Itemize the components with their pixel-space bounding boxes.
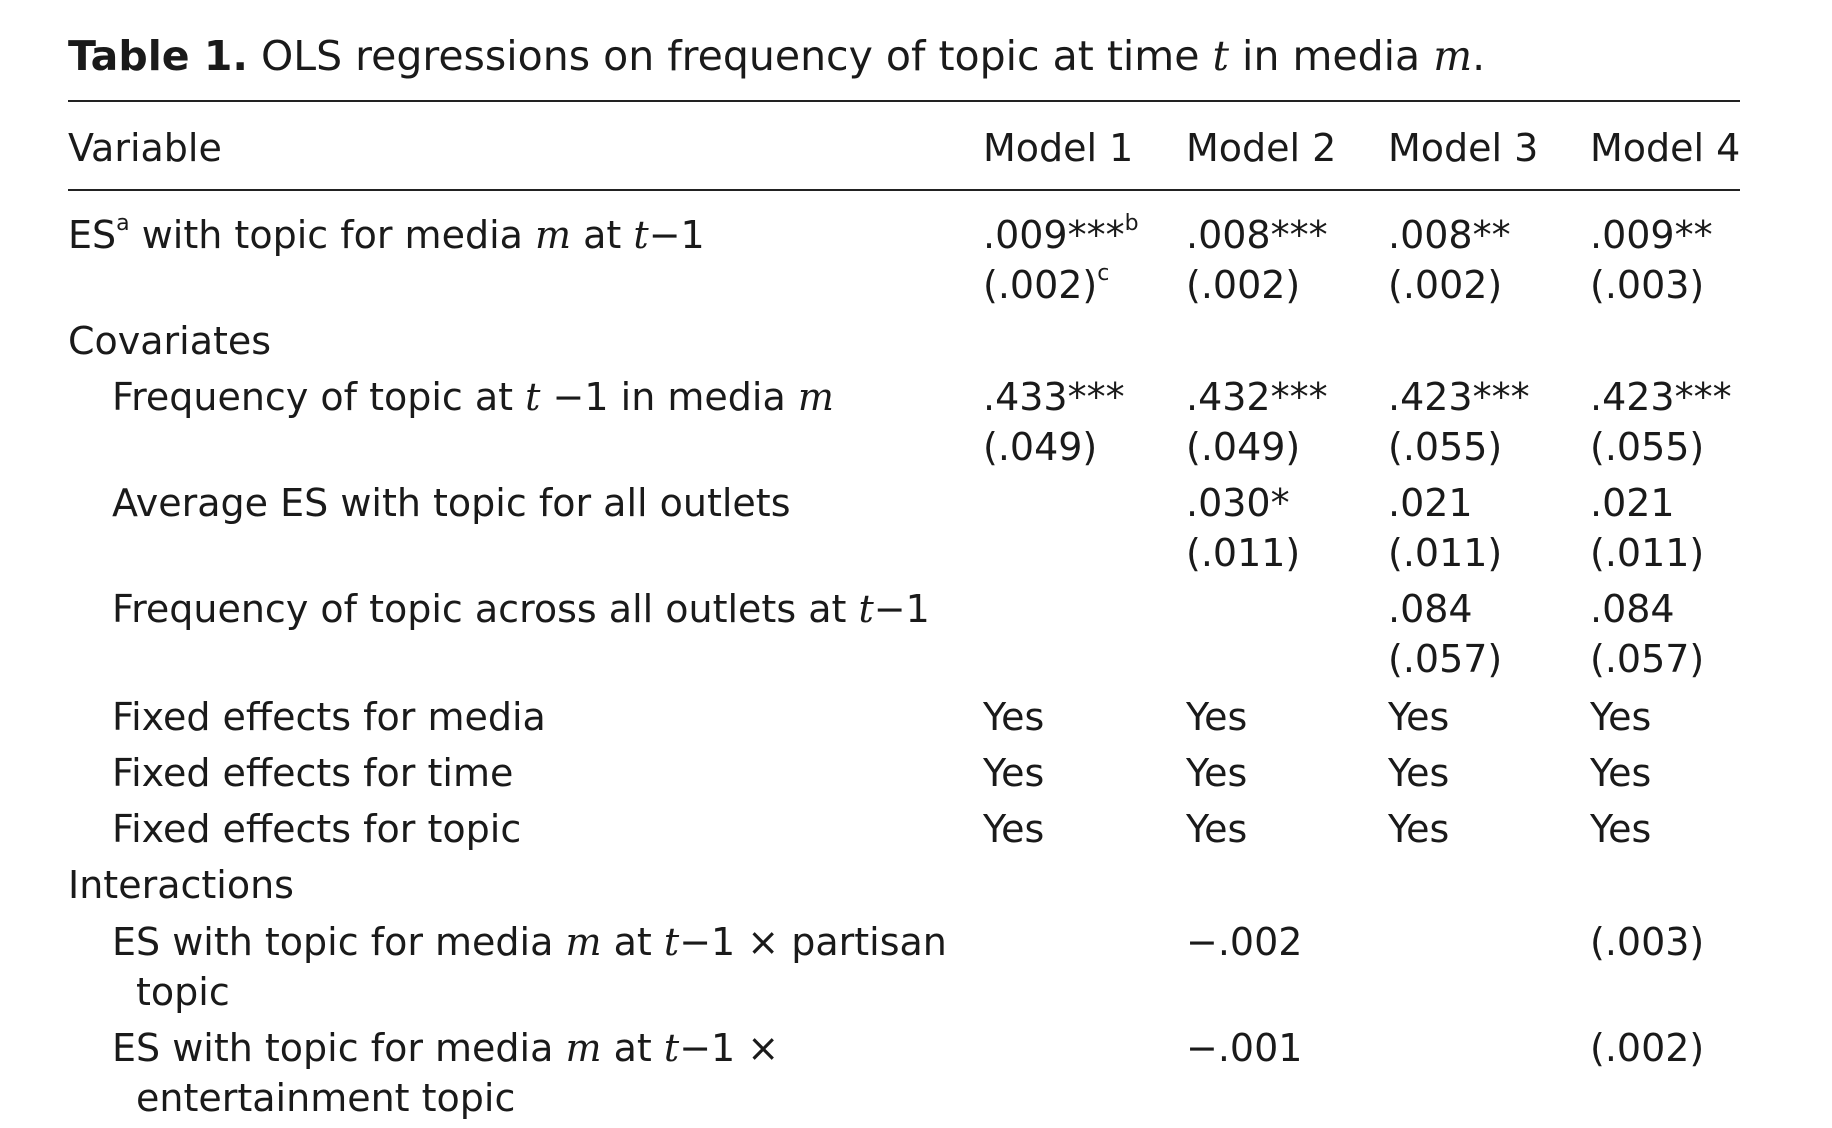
es-m2-se: (.002) — [1186, 263, 1301, 307]
fe-time-m2: Yes — [1186, 751, 1248, 795]
caption-var-m: m — [1433, 32, 1473, 80]
avg-es-m3-coef: .021 — [1388, 481, 1473, 525]
header-model-2: Model 2 — [1186, 126, 1337, 170]
int-entertain-m4: (.002) — [1590, 1026, 1705, 1070]
freq-topic-m3-coef: .423*** — [1388, 375, 1530, 419]
fe-time-m3: Yes — [1388, 751, 1450, 795]
table-caption — [68, 30, 1485, 82]
fe-topic-m1: Yes — [983, 807, 1045, 851]
int-entertain-text: ES with topic for media — [112, 1026, 554, 1070]
row-fe-media-label: Fixed effects for media — [112, 695, 546, 739]
int-partisan-m2: −.002 — [1186, 920, 1303, 964]
footnote-c: c — [1097, 261, 1110, 287]
freq-all-text: Frequency of topic across all outlets at — [112, 587, 847, 631]
freq-topic-m2-se: (.049) — [1186, 425, 1301, 469]
es-text: ES — [68, 213, 117, 257]
table-top-rule — [68, 100, 1740, 102]
es-m3-coef: .008** — [1388, 213, 1511, 257]
freq-topic-m1-coef: .433*** — [983, 375, 1125, 419]
int-partisan-text: ES with topic for media — [112, 920, 554, 964]
var-t: t — [663, 1026, 680, 1070]
int-entertain-m2: −.001 — [1186, 1026, 1303, 1070]
row-freq-all-label — [112, 584, 930, 634]
header-rule — [68, 189, 1740, 191]
var-m: m — [565, 1026, 602, 1070]
header-model-3: Model 3 — [1388, 126, 1539, 170]
var-t: t — [663, 920, 680, 964]
var-m: m — [797, 375, 834, 419]
var-t: t — [858, 587, 874, 631]
fe-media-m1: Yes — [983, 695, 1045, 739]
es-at: at — [583, 213, 622, 257]
freq-all-m3-se: (.057) — [1388, 637, 1503, 681]
avg-es-m4-coef: .021 — [1590, 481, 1675, 525]
section-interactions: Interactions — [68, 863, 294, 907]
fe-topic-m3: Yes — [1388, 807, 1450, 851]
se-value: (.002) — [983, 263, 1098, 307]
header-model-4: Model 4 — [1590, 126, 1741, 170]
freq-topic-m4-se: (.055) — [1590, 425, 1705, 469]
var-m: m — [565, 920, 602, 964]
fe-media-m3: Yes — [1388, 695, 1450, 739]
caption-text-b: in media — [1242, 32, 1421, 80]
es-label-text: with topic for media — [141, 213, 523, 257]
row-int-partisan-label — [112, 917, 947, 967]
row-es-label — [68, 210, 705, 260]
fe-time-m1: Yes — [983, 751, 1045, 795]
coef-value: .009*** — [983, 213, 1125, 257]
int-partisan-lag: −1 × partisan — [679, 920, 947, 964]
int-partisan-at: at — [613, 920, 652, 964]
footnote-b: b — [1124, 211, 1139, 237]
freq-all-m3-coef: .084 — [1388, 587, 1473, 631]
footnote-a: a — [116, 211, 130, 237]
es-m4-coef: .009** — [1590, 213, 1713, 257]
section-covariates: Covariates — [68, 319, 272, 363]
row-fe-topic-label: Fixed effects for topic — [112, 807, 522, 851]
row-fe-time-label: Fixed effects for time — [112, 751, 514, 795]
freq-topic-m4-coef: .423*** — [1590, 375, 1732, 419]
header-model-1: Model 1 — [983, 126, 1134, 170]
freq-all-m4-coef: .084 — [1590, 587, 1675, 631]
header-variable: Variable — [68, 126, 222, 170]
es-m3-se: (.002) — [1388, 263, 1503, 307]
freq-topic-text-b: −1 in media — [552, 375, 786, 419]
row-int-partisan-cont: topic — [136, 970, 230, 1014]
es-m1-coef — [983, 210, 1139, 260]
es-m1-se — [983, 260, 1109, 310]
freq-topic-m1-se: (.049) — [983, 425, 1098, 469]
row-int-entertain-label — [112, 1023, 779, 1073]
es-m2-coef: .008*** — [1186, 213, 1328, 257]
avg-es-m4-se: (.011) — [1590, 531, 1705, 575]
table-label: Table 1. — [68, 32, 248, 80]
avg-es-m3-se: (.011) — [1388, 531, 1503, 575]
int-partisan-m4: (.003) — [1590, 920, 1705, 964]
row-avg-es-label: Average ES with topic for all outlets — [112, 481, 791, 525]
var-m: m — [535, 213, 572, 257]
es-lag: −1 — [648, 213, 705, 257]
fe-media-m2: Yes — [1186, 695, 1248, 739]
fe-time-m4: Yes — [1590, 751, 1652, 795]
caption-period: . — [1472, 32, 1486, 80]
freq-topic-m2-coef: .432*** — [1186, 375, 1328, 419]
avg-es-m2-se: (.011) — [1186, 531, 1301, 575]
fe-topic-m2: Yes — [1186, 807, 1248, 851]
int-entertain-at: at — [613, 1026, 652, 1070]
freq-all-lag: −1 — [873, 587, 930, 631]
fe-media-m4: Yes — [1590, 695, 1652, 739]
row-int-entertain-cont: entertainment topic — [136, 1076, 516, 1120]
freq-all-m4-se: (.057) — [1590, 637, 1705, 681]
row-freq-topic-label — [112, 372, 834, 422]
es-m4-se: (.003) — [1590, 263, 1705, 307]
avg-es-m2-coef: .030* — [1186, 481, 1290, 525]
int-entertain-lag: −1 × — [679, 1026, 780, 1070]
caption-text: OLS regressions on frequency of topic at time — [260, 32, 1200, 80]
fe-topic-m4: Yes — [1590, 807, 1652, 851]
freq-topic-m3-se: (.055) — [1388, 425, 1503, 469]
caption-var-t: t — [1212, 32, 1229, 80]
freq-topic-text: Frequency of topic at — [112, 375, 514, 419]
var-t: t — [525, 375, 541, 419]
var-t: t — [633, 213, 649, 257]
